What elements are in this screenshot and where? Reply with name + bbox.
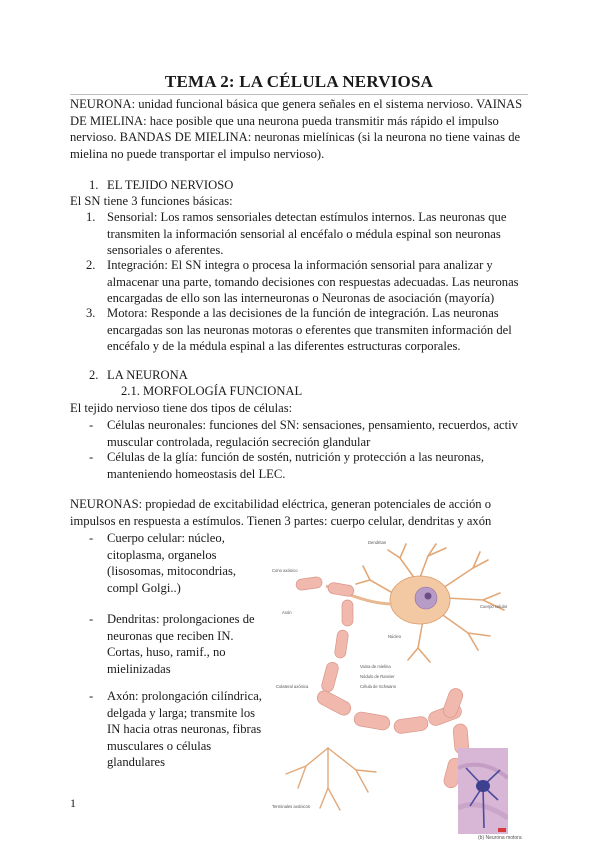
fig-label-dendritas: Dendritas: [368, 540, 386, 545]
list-item-number: 1.: [86, 210, 96, 224]
bullet-dash: -: [89, 418, 94, 432]
section2-subheading: 2.1. MORFOLOGÍA FUNCIONAL: [121, 384, 303, 398]
page-number: 1: [70, 796, 76, 810]
bullet-dendritas: Dendritas: prolongaciones de neuronas que reciben IN. Cortas, huso, ramif., no mielinizadas: [107, 612, 255, 676]
fig-label-cono-axonico: Cono axónico: [272, 568, 298, 573]
intro-paragraph: NEURONA: unidad funcional básica que genera señales en el sistema nervioso. VAINAS DE MIELINA: hace posible que una neurona pueda transmitir más rápido el impulso nervioso. BANDAS DE MIELINA: neuronas mielínicas (si la neurona no tiene vainas de mielina no puede transportar el impulso nervioso).: [70, 97, 523, 161]
neuronas-paragraph: NEURONAS: propiedad de excitabilidad eléctrica, generan potenciales de acción o impulsos en respuesta a estímulos. Tienen 3 partes: cuerpo celular, dendritas y axón: [70, 497, 492, 528]
page-title: TEMA 2: LA CÉLULA NERVIOSA: [70, 72, 528, 95]
section2-number: 2.: [89, 368, 99, 382]
figure-caption: (b) Neurona motora: [478, 835, 522, 841]
list-item-number: 3.: [86, 306, 96, 320]
list-item-sensorial: Sensorial: Los ramos sensoriales detectan estímulos internos. Las neuronas que transmiten la información sensorial al encéfalo o médula espinal son neuronas sensoriales o aferentes.: [107, 210, 507, 257]
fig-label-terminales: Terminales axónicos: [272, 804, 310, 809]
bullet-dash: -: [89, 612, 94, 626]
section2-heading: LA NEURONA: [107, 368, 188, 382]
bullet-celulas-glia: Células de la glía: función de sostén, nutrición y protección a las neuronas, manteniendo homeostasis del LEC.: [107, 450, 485, 481]
fig-label-vaina-mielina: Vaina de mielina: [360, 664, 391, 669]
list-item-integracion: Integración: El SN integra o procesa la información sensorial para analizar y almacenar una parte, tomando decisiones con respuestas adecuadas. Las neuronas encargadas de ello son las interneuronas o Neuronas de asociación (mayoría): [107, 258, 519, 305]
bullet-dash: -: [89, 531, 94, 545]
list-item-motora: Motora: Responde a las decisiones de la función de integración. Las neuronas encargadas son las neuronas motoras o eferentes que transmiten información del encéfalo y de la médula espinal a las diferentes estructuras corporales.: [107, 306, 512, 353]
section1-heading: EL TEJIDO NERVIOSO: [107, 178, 234, 192]
bullet-cuerpo-celular: Cuerpo celular: núcleo, citoplasma, organelos (lisosomas, mitocondrias, compl Golgi..): [107, 531, 237, 595]
fig-label-colateral: Colateral axónica: [276, 684, 309, 689]
fig-label-axon: Axón: [282, 610, 292, 615]
bullet-axon: Axón: prolongación cilíndrica, delgada y larga; transmite los IN hacia otras neuronas, fibras musculares o células glandulares: [107, 689, 262, 769]
micrograph-image: [458, 748, 508, 834]
section2-lead: El tejido nervioso tiene dos tipos de células:: [70, 401, 293, 415]
bullet-dash: -: [89, 450, 94, 464]
bullet-dash: -: [89, 689, 94, 703]
fig-label-schwann: Célula de Schwann: [360, 684, 397, 689]
section1-lead: El SN tiene 3 funciones básicas:: [70, 194, 233, 208]
fig-label-nucleo: Núcleo: [388, 634, 402, 639]
section1-number: 1.: [89, 178, 99, 192]
fig-label-cuerpo-celular: Cuerpo celular: [480, 604, 508, 609]
list-item-number: 2.: [86, 258, 96, 272]
bullet-celulas-neuronales: Células neuronales: funciones del SN: sensaciones, pensamiento, recuerdos, activ muscular controlada, regulación secreción glandular: [107, 418, 518, 449]
fig-label-nodulo-ranvier: Nódulo de Ranvier: [360, 674, 395, 679]
